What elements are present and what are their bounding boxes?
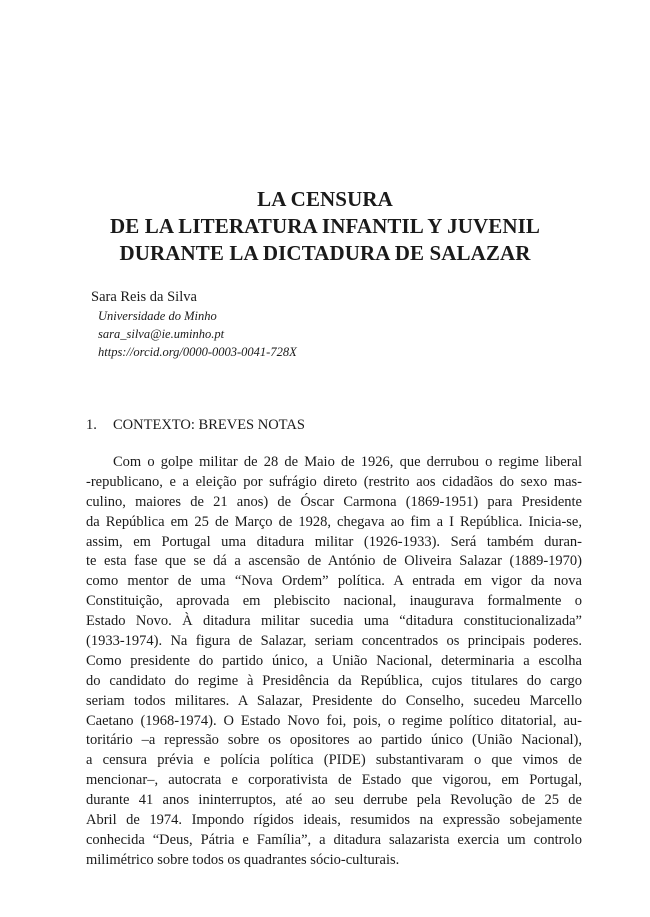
body-line: seriam todos militares. A Salazar, Presidente do Conselho, sucedeu Marcello xyxy=(86,692,582,709)
body-line: (1933-1974). Na figura de Salazar, seriam concentrados os principais poderes. xyxy=(86,633,582,650)
body-line: assim, em Portugal uma ditadura militar (1926-1933). Será também duran- xyxy=(86,533,582,550)
author-block xyxy=(91,287,571,361)
body-line: Estado Novo. À ditadura militar sucedia uma “ditadura constitucionalizada” xyxy=(86,613,582,630)
body-line: Abril de 1974. Impondo rígidos ideais, resumidos na expressão sobejamente xyxy=(86,812,582,829)
title-line-3: DURANTE LA DICTADURA DE SALAZAR xyxy=(119,241,531,265)
author-email: sara_silva@ie.uminho.pt xyxy=(98,327,225,341)
body-line: Como presidente do partido único, a União Nacional, determinaria a escolha xyxy=(86,652,582,669)
body-line: toritário –a repressão sobre os opositores ao partido único (União Nacional), xyxy=(86,732,582,749)
body-line: a censura prévia e polícia política (PIDE) substantivaram o que vimos de xyxy=(86,752,582,769)
author-affiliation: Universidade do Minho xyxy=(98,309,217,323)
author-name: Sara Reis da Silva xyxy=(91,289,197,305)
body-line: da República em 25 de Março de 1928, chegava ao fim a I República. Inicia-se, xyxy=(86,513,582,530)
section-title: CONTEXTO: BREVES NOTAS xyxy=(113,417,305,433)
body-line: culino, maiores de 21 anos) de Óscar Carmona (1869-1951) para Presidente xyxy=(86,493,582,510)
body-line: -republicano, e a eleição por sufrágio direto (restrito aos cidadãos do sexo mas- xyxy=(86,473,582,490)
section-heading xyxy=(86,415,305,435)
body-line: durante 41 anos ininterruptos, até ao seu derrube pela Revolução de 25 de xyxy=(86,792,582,809)
body-line: conhecida “Deus, Pátria e Família”, a ditadura salazarista exercia um controlo xyxy=(86,831,582,848)
body-line: mencionar–, autocrata e corporativista de Estado que vigorou, em Portugal, xyxy=(86,772,582,789)
title-line-1: LA CENSURA xyxy=(257,187,393,211)
body-line: te esta fase que se dá a ascensão de António de Oliveira Salazar (1889-1970) xyxy=(86,553,582,570)
article-title xyxy=(60,186,590,267)
body-line: Constituição, aprovada em plebiscito nacional, inaugurava formalmente o xyxy=(86,593,582,610)
body-line: como mentor de uma “Nova Ordem” política. A entrada em vigor da nova xyxy=(86,573,582,590)
section-number: 1. xyxy=(86,417,97,433)
body-line: Caetano (1968-1974). O Estado Novo foi, pois, o regime político ditatorial, au- xyxy=(86,712,582,729)
author-orcid: https://orcid.org/0000-0003-0041-728X xyxy=(98,345,297,359)
title-line-2: DE LA LITERATURA INFANTIL Y JUVENIL xyxy=(109,214,540,238)
body-line: do candidato do regime à Presidência da República, cujos titulares do cargo xyxy=(86,672,582,689)
body-paragraph xyxy=(86,453,582,871)
body-line: Com o golpe militar de 28 de Maio de 1926, que derrubou o regime liberal xyxy=(113,454,582,470)
body-line: milimétrico sobre todos os quadrantes sócio-culturais. xyxy=(86,851,400,868)
